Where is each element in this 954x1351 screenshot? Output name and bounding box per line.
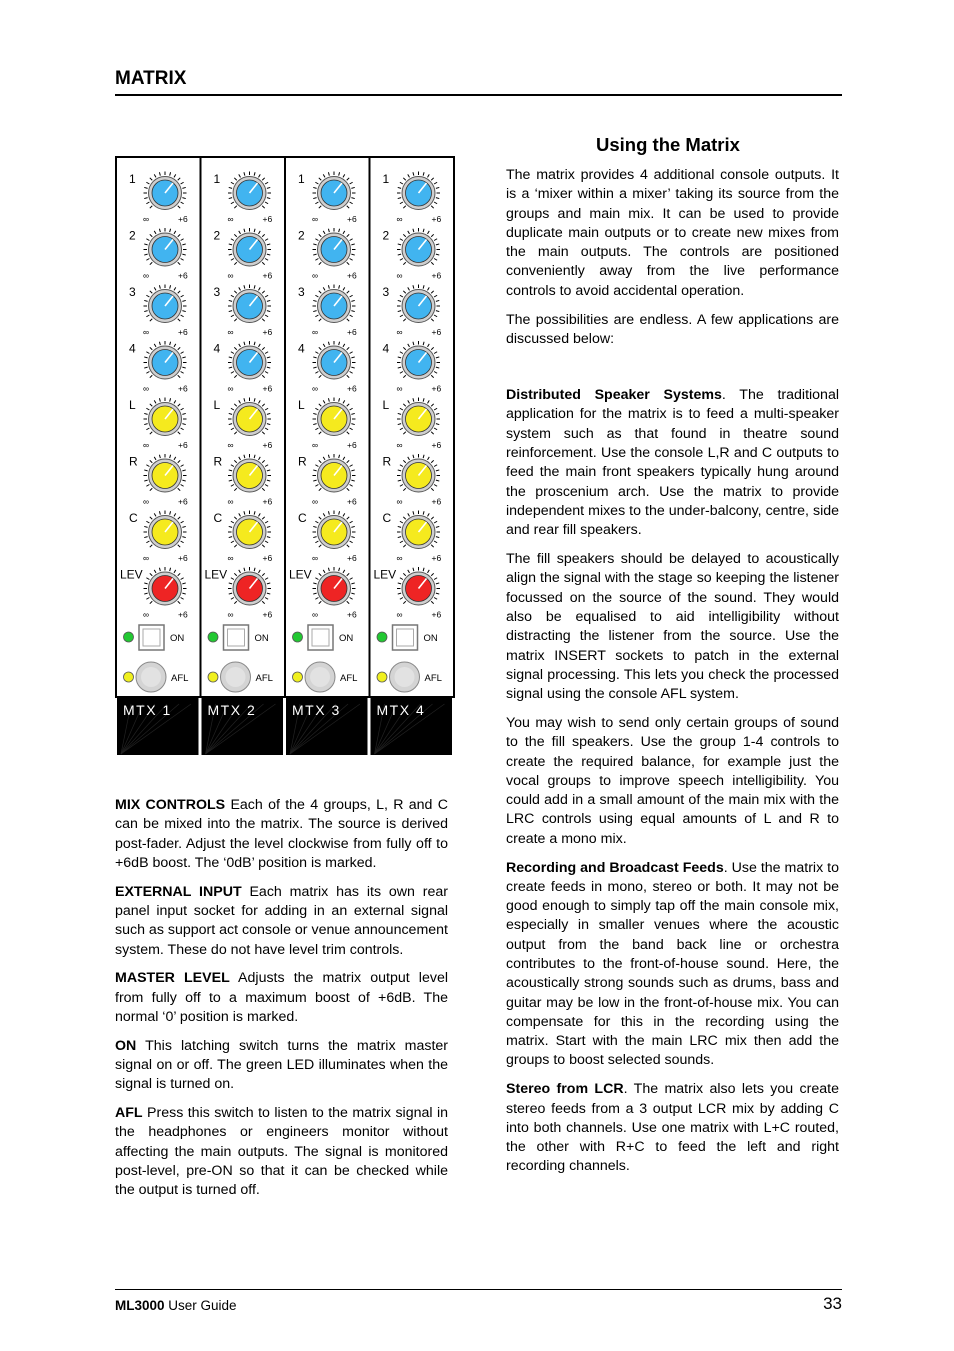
scale-min-label: ∞ [143, 327, 150, 337]
scale-max-label: +6 [431, 553, 442, 563]
strip-label: MTX 2 [207, 702, 257, 718]
knob-label: L [382, 398, 390, 412]
master-level-text: Adjusts the matrix output level from fully off to a maximum boost of +6dB. The normal ‘0’ position is marked. [115, 970, 448, 1025]
scale-min-label: ∞ [227, 270, 234, 281]
scale-min-label: ∞ [227, 214, 234, 224]
on-switch-inner [143, 629, 160, 646]
scale-min-label: ∞ [143, 270, 150, 281]
afl-label: AFL [171, 673, 189, 684]
scale-min-label: ∞ [312, 440, 319, 450]
knob-label: 4 [213, 341, 221, 356]
afl-led [124, 672, 134, 682]
on-led [124, 632, 134, 642]
afl-label: AFL [255, 673, 273, 684]
scale-max-label: +6 [262, 383, 273, 394]
afl-led [293, 672, 303, 682]
scale-min-label: ∞ [143, 383, 150, 394]
scale-min-label: ∞ [143, 496, 150, 507]
recording-paragraph [506, 859, 839, 1071]
scale-min-label: ∞ [143, 609, 150, 620]
scale-max-label: +6 [431, 214, 442, 224]
afl-heading: AFL [115, 1105, 143, 1122]
groups-paragraph: You may wish to send only certain groups of sound to the fill speakers. Use the group 1-4 controls to create the required balance, for example just the vocal groups to improve speech intelligibility. You could add in a small amount of the main mix with the LRC controls using equal amounts of L and R to create a mono mix. [506, 714, 839, 847]
knob-label: R [213, 454, 223, 469]
afl-button-face [226, 667, 246, 687]
knob-label: 1 [382, 172, 390, 186]
distributed-text: . The traditional application for the matrix is to feed a multi-speaker system such as that found in theatre sound reinforcement. Use the console L,R and C outputs to feed the main front speakers typically hung around the proscenium arch. Use the matrix to provide independent mixes to the under-balcony, centre, side and rear fill speakers. [506, 387, 839, 539]
on-switch-inner [312, 629, 329, 646]
knob-label: L [213, 398, 221, 412]
stereo-paragraph [506, 1080, 839, 1176]
knob-label: 4 [382, 341, 390, 356]
page-title: MATRIX [115, 68, 187, 89]
knob-label: 3 [213, 285, 221, 299]
knob-label: C [129, 511, 138, 525]
scale-min-label: ∞ [396, 609, 403, 620]
knob-label: R [298, 454, 307, 469]
external-input-heading: EXTERNAL INPUT [115, 883, 242, 900]
matrix-panel-illustration [115, 156, 455, 756]
knob-label: 2 [129, 228, 136, 243]
scale-min-label: ∞ [227, 327, 234, 337]
footer-rule [115, 1289, 842, 1290]
mix-controls-text: Each of the 4 groups, L, R and C can be mixed into the matrix. The source is derived post-fader. Adjust the level clockwise from fully off to +6dB boost. The ‘0dB’ position is marked. [115, 797, 448, 871]
scale-max-label: +6 [431, 496, 442, 507]
scale-min-label: ∞ [312, 327, 319, 337]
afl-label: AFL [340, 673, 358, 684]
knob-label: 3 [129, 285, 136, 299]
scale-max-label: +6 [347, 553, 357, 563]
footer-product: ML3000 [115, 1298, 165, 1313]
strip-label: MTX 3 [292, 702, 341, 718]
scale-max-label: +6 [262, 553, 273, 563]
scale-max-label: +6 [431, 270, 442, 281]
on-switch-inner [228, 629, 245, 646]
afl-text: Press this switch to listen to the matrix signal in the headphones or engineers monitor without affecting the main outputs. The signal is monitored post-level, pre-ON so that it can be checked while the output is turned off. [115, 1105, 448, 1199]
on-led [208, 632, 218, 642]
scale-max-label: +6 [347, 609, 357, 620]
afl-label: AFL [424, 673, 442, 684]
recording-heading: Recording and Broadcast Feeds [506, 859, 724, 876]
scale-min-label: ∞ [227, 383, 234, 394]
knob-label: C [213, 511, 223, 525]
scale-max-label: +6 [178, 383, 188, 394]
knob-label: 3 [382, 285, 390, 299]
knob-label: R [129, 454, 138, 469]
scale-max-label: +6 [178, 609, 188, 620]
scale-min-label: ∞ [312, 553, 319, 563]
knob-label: L [129, 398, 136, 412]
scale-max-label: +6 [178, 270, 188, 281]
scale-min-label: ∞ [396, 214, 403, 224]
scale-max-label: +6 [262, 270, 273, 281]
on-switch-inner [397, 629, 414, 646]
scale-min-label: ∞ [312, 496, 319, 507]
scale-min-label: ∞ [396, 383, 403, 394]
scale-max-label: +6 [431, 609, 442, 620]
knob-label: 3 [298, 285, 305, 299]
knob-label: R [382, 454, 392, 469]
footer-title [115, 1298, 237, 1313]
knob-label: 1 [213, 172, 221, 186]
scale-min-label: ∞ [312, 270, 319, 281]
scale-min-label: ∞ [227, 553, 234, 563]
knob-label: LEV [289, 567, 312, 582]
scale-max-label: +6 [431, 440, 442, 450]
scale-max-label: +6 [178, 553, 188, 563]
left-column [115, 796, 448, 1210]
knob-label: C [298, 511, 307, 525]
external-input-text: Each matrix has its own rear panel input socket for adding in an external signal such as support act console or venue announcement system. These do not have level trim controls. [115, 883, 448, 958]
knob-label: LEV [204, 567, 228, 582]
on-heading: ON [115, 1037, 137, 1054]
knob-label: 2 [382, 228, 390, 243]
scale-max-label: +6 [262, 440, 273, 450]
scale-max-label: +6 [347, 270, 357, 281]
on-led [293, 632, 303, 642]
master-level-paragraph [115, 969, 448, 1027]
afl-button-face [141, 667, 161, 687]
scale-min-label: ∞ [396, 440, 403, 450]
knob-label: 4 [298, 341, 305, 356]
mix-controls-heading: MIX CONTROLS [115, 797, 226, 813]
scale-max-label: +6 [431, 327, 442, 337]
scale-max-label: +6 [262, 609, 273, 620]
strip-label: MTX 1 [123, 702, 172, 718]
page-number: 33 [823, 1294, 842, 1313]
stereo-text: . The matrix also lets you create stereo feeds from a 3 output LCR mix by adding C into both channels. Use one matrix with L+C routed, the other with R+C to feed the left and right recording channels. [506, 1081, 839, 1175]
strip-label: MTX 4 [376, 702, 426, 718]
scale-min-label: ∞ [143, 214, 150, 224]
scale-max-label: +6 [178, 327, 188, 337]
scale-max-label: +6 [347, 383, 357, 394]
scale-min-label: ∞ [227, 440, 234, 450]
scale-min-label: ∞ [143, 553, 150, 563]
fill-speakers-paragraph: The fill speakers should be delayed to acoustically align the signal with the stage so keeping the listener focussed on the source of the sound. They would also be equalised to aid intelligibility without distracting the listener from the source. Use the matrix INSERT sockets to patch in the external signal processing. This lets you check the processed signal using the console AFL system. [506, 551, 839, 703]
scale-max-label: +6 [431, 383, 442, 394]
scale-max-label: +6 [178, 214, 188, 224]
knob-label: 2 [298, 228, 305, 243]
on-paragraph [115, 1037, 448, 1095]
afl-led [377, 672, 387, 682]
header-rule [115, 94, 842, 96]
scale-min-label: ∞ [312, 383, 319, 394]
on-led [377, 632, 387, 642]
afl-button-face [395, 667, 415, 687]
on-label: ON [423, 633, 438, 644]
scale-max-label: +6 [262, 214, 273, 224]
scale-max-label: +6 [347, 214, 357, 224]
master-level-heading: MASTER LEVEL [115, 970, 230, 987]
knob-label: LEV [120, 567, 143, 582]
knob-label: 4 [129, 341, 136, 356]
scale-max-label: +6 [178, 440, 188, 450]
on-text: This latching switch turns the matrix master signal on or off. The green LED illuminates when the signal is turned on. [115, 1037, 448, 1093]
afl-led [208, 672, 218, 682]
recording-text: . Use the matrix to create feeds in mono, stereo or both. It may not be good enough to simply tap off the main console mix, especially in smaller venues where the acoustic output from the band back line or orchestra contributes to the front-of-house sound. Here, the acoustically strong sounds such as drums, bass and guitar may be low in the front-of-house mix. You can compensate for this in the recording using the matrix. Start with the main LRC mix then add the groups to boost selected sounds. [506, 859, 839, 1069]
knob-label: C [382, 511, 392, 525]
scale-min-label: ∞ [143, 440, 150, 450]
mix-controls-paragraph [115, 796, 448, 873]
afl-button-face [310, 667, 330, 687]
knob-label: LEV [373, 567, 397, 582]
scale-max-label: +6 [347, 496, 357, 507]
footer-guide: User Guide [164, 1298, 237, 1313]
knob-label: 1 [129, 172, 136, 186]
intro-paragraph: The matrix provides 4 additional console outputs. It is a ‘mixer within a mixer’ taking its source from the groups and main mix. It can be used to provide duplicate main outputs or to create new mixes from the main outputs. The controls are positioned conveniently away from the live performance controls to avoid accidental operation. [506, 167, 839, 299]
distributed-paragraph [506, 386, 839, 540]
scale-max-label: +6 [347, 440, 357, 450]
distributed-heading: Distributed Speaker Systems [506, 387, 722, 404]
scale-min-label: ∞ [396, 496, 403, 507]
external-input-paragraph [115, 883, 448, 960]
on-label: ON [254, 633, 269, 644]
scale-max-label: +6 [347, 327, 357, 337]
scale-min-label: ∞ [312, 214, 319, 224]
section-title: Using the Matrix [596, 134, 740, 155]
right-column [506, 166, 839, 1186]
scale-min-label: ∞ [396, 553, 403, 563]
scale-min-label: ∞ [396, 270, 403, 281]
scale-min-label: ∞ [227, 609, 234, 620]
possibilities-paragraph: The possibilities are endless. A few applications are discussed below: [506, 311, 839, 347]
on-label: ON [339, 633, 354, 644]
scale-min-label: ∞ [312, 609, 319, 620]
scale-min-label: ∞ [396, 327, 403, 337]
scale-max-label: +6 [178, 496, 188, 507]
afl-paragraph [115, 1104, 448, 1200]
on-label: ON [170, 633, 185, 644]
scale-min-label: ∞ [227, 496, 234, 507]
stereo-heading: Stereo from LCR [506, 1081, 624, 1098]
scale-max-label: +6 [262, 327, 273, 337]
knob-label: L [298, 398, 305, 412]
knob-label: 1 [298, 172, 305, 186]
knob-label: 2 [213, 228, 221, 243]
scale-max-label: +6 [262, 496, 273, 507]
